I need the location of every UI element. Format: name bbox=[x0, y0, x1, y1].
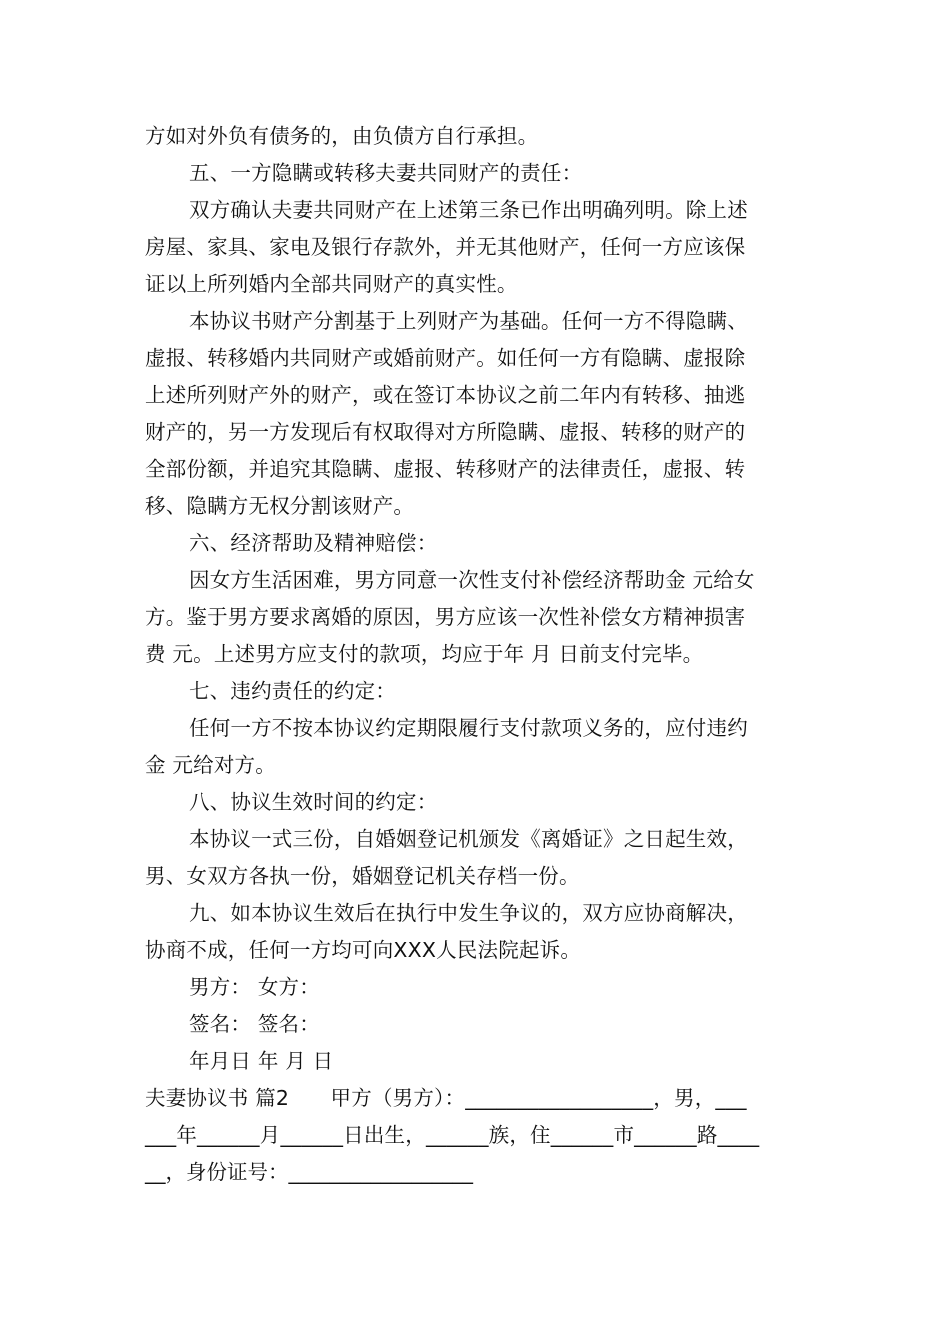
party-labels: 男方： 女方： bbox=[189, 975, 320, 999]
text-line: 双方确认夫妻共同财产在上述第三条已作出明确列明。除上述 bbox=[189, 198, 748, 222]
text-line: 方如对外负有债务的，由负债方自行承担。 bbox=[145, 124, 539, 148]
text-line: 房屋、家具、家电及银行存款外，并无其他财产，任何一方应该保 bbox=[145, 235, 746, 259]
text-line: 方。鉴于男方要求离婚的原因，男方应该一次性补偿女方精神损害 bbox=[145, 605, 746, 629]
text-line: 协商不成，任何一方均可向XXX人民法院起诉。 bbox=[145, 938, 582, 962]
text-line: 上述所列财产外的财产，或在签订本协议之前二年内有转移、抽逃 bbox=[145, 383, 746, 407]
text-line: 费 元。上述男方应支付的款项，均应于年 月 日前支付完毕。 bbox=[145, 642, 704, 666]
text-line: 男、女双方各执一份，婚姻登记机关存档一份。 bbox=[145, 864, 580, 888]
text-line: 本协议书财产分割基于上列财产为基础。任何一方不得隐瞒、 bbox=[189, 309, 748, 333]
text-line: 全部份额，并追究其隐瞒、虚报、转移财产的法律责任，虚报、转 bbox=[145, 457, 746, 481]
text-line: 任何一方不按本协议约定期限履行支付款项义务的，应付违约 bbox=[189, 716, 748, 740]
section-heading-7: 七、违约责任的约定： bbox=[189, 679, 396, 703]
text-line: 证以上所列婚内全部共同财产的真实性。 bbox=[145, 272, 518, 296]
text-line: 金 元给对方。 bbox=[145, 753, 276, 777]
section-heading-6: 六、经济帮助及精神赔偿： bbox=[189, 531, 438, 555]
text-line: 财产的，另一方发现后有权取得对方所隐瞒、虚报、转移的财产的 bbox=[145, 420, 746, 444]
section-heading-8: 八、协议生效时间的约定： bbox=[189, 790, 438, 814]
date-labels: 年月日 年 月 日 bbox=[189, 1049, 334, 1073]
text-line: 本协议一式三份，自婚姻登记机颁发《离婚证》之日起生效， bbox=[189, 827, 748, 851]
document-body bbox=[145, 118, 809, 1191]
text-line: __，身份证号：__________________ bbox=[145, 1160, 473, 1184]
section-heading-5: 五、一方隐瞒或转移夫妻共同财产的责任： bbox=[189, 161, 583, 185]
text-line: ___年______月______日出生，______族，住______市______路____ bbox=[145, 1123, 760, 1147]
signature-labels: 签名： 签名： bbox=[189, 1012, 320, 1036]
text-line: 虚报、转移婚内共同财产或婚前财产。如任何一方有隐瞒、虚报除 bbox=[145, 346, 746, 370]
text-line: 移、隐瞒方无权分割该财产。 bbox=[145, 494, 415, 518]
text-line: 因女方生活困难，男方同意一次性支付补偿经济帮助金 元给女 bbox=[189, 568, 755, 592]
section-heading-9: 九、如本协议生效后在执行中发生争议的，双方应协商解决， bbox=[189, 901, 748, 925]
agreement-2-header: 夫妻协议书 篇2 甲方（男方）：__________________，男，___ bbox=[145, 1086, 747, 1110]
